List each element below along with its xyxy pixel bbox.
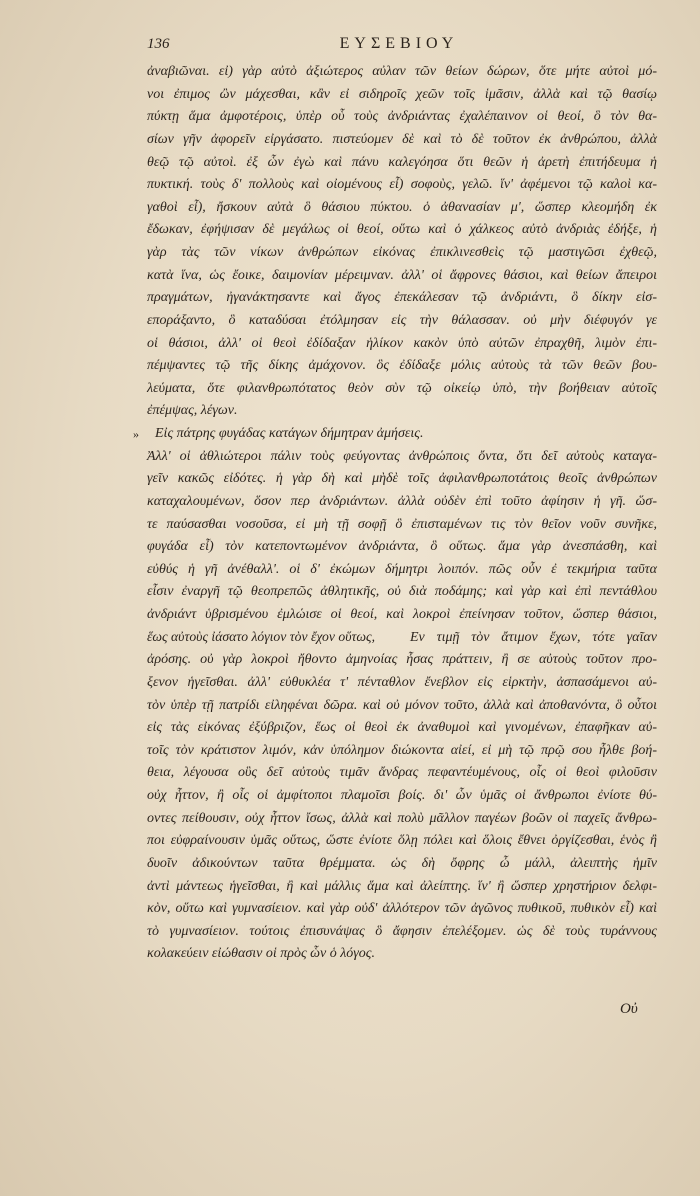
text-line: οντες πείθουσιν, οὐχ ἧττον ἴσως, ἀλλὰ καὶ πολὺ μᾶλλον παγέων βοῶν οἱ παχεῖς ἄνθρω- [147,810,657,826]
text-line: τοῖς τὸν κράτιστον λιμόν, κἀν ὑπόλημον διώκοντα αἰεί, εἰ μὴ τῷ πρῷ σου ἦλθε βοή- [147,742,657,758]
text-line: οὐχ ἧττον, ἢ οἷς οἱ ἀμφίτοποι πλαμοῖσι βοίς. δι' ὧν ὑμᾶς οἱ ἄνθρωποι ἐνίοτε θύ- [147,788,657,803]
text-line: πέμψαντες τῷ τῆς δίκης ἀμάχονον. ὃς ἐδίδαξε μόλις αὐτοὺς τὰ τῶν θεῶν βου- [147,358,657,374]
text-line: γὰρ τὰς τῶν νίκων ἀνθρώπων εἰκόνας ἐπικλινεσθεὶς τῷ μαστιγῶσι ἐχθεῷ, [147,245,657,260]
text-line: λεύματα, ὅτε φιλανθρωπότατος θεὸν σὺν τῷ οἰκείῳ ὑπὸ, τὴν βοήθειαν αὐτοῖς [147,380,657,396]
text-line: τε παύσασθαι νοσοῦσα, εἰ μὴ τῇ σοφῇ ὃ ἐπισταμένων τις τὸν θεῖον νοῦν συνῆκε, [147,516,657,532]
text-line: ἀναβιῶναι. εἰ) γὰρ αὐτὸ ἀξιώτερος αὐλαν τῶν θείων δώρων, ὅτε μήτε αὐτοὶ μό- [147,64,657,79]
page-number: 136 [147,36,170,52]
text-line: ἕως αὐτοὺς ἰάσατο λόγιον τὸν ἔχον οὕτως, [147,629,375,645]
text-line: Ἀλλ' οἱ ἀθλιώτεροι πάλιν τοὺς φεύγοντας ἀνθρώποις ὄντα, ὅτι δεῖ αὐτοὺς καταγα- [147,448,657,464]
text-line: ποι εὐφραίνουσιν ὑμᾶς οὕτως, ὥστε ἐνίοτε ὅλῃ πόλει καὶ ὅλοις ἔθνει ὀργίζεσθαι, ἑνὸς ἢ [147,833,657,849]
text-line: γεῖν κακῶς εἰδότες. ἡ γὰρ δὴ καὶ μὴδὲ τοῖς ἀφιλανθρωποτάτοις θεοῖς ἀνθρώπων [147,471,657,487]
oracle-verse: Εν τιμῇ τὸν ἄτιμον ἔχων, τότε γαῖαν [410,629,657,645]
text-line: σίων γῆν ἀφορεῖν εἰργάσατο. πιστεύομεν δὲ καὶ τὸ δὲ τοῦτον ἐκ ἀνθρώπου, ἀλλὰ [147,131,657,147]
text-line: εἰς τὰς εἰκόνας ἐξύβριζον, ἕως οἱ θεοὶ ἐκ ἀναθυμοὶ καὶ γινομένων, ἐπαφῆκαν αὐ- [147,720,657,736]
text-line: πραγμάτων, ἠγανάκτησαντε καὶ ἄγος ἐπεκάλεσαν τῷ ἀνδριάντι, ὃ δίκην εἰσ- [147,290,657,306]
text-line: φυγάδα εἶ) τὸν κατεποντωμένον ἀνδριάντα, ὃ οὕτως. ἅμα γὰρ ἀνεσπάσθη, καὶ [147,539,657,555]
text-line: ἐπέμψας, λέγων. [147,403,238,419]
text-line: εποράξαντο, ὃ καταδύσαι ἐτόλμησαν εἰς τὴν θάλασσαν. οὐ μὴν διέφυγόν γε [147,312,657,328]
text-line-with-oracle [147,627,657,650]
text-line: εὐθύς ἡ γῆ ἀνέθαλλ'. οἱ δ' ἐκώμων δήμητρι λοιπόν. πῶς οὖν ἐ τεκμήρια ταῦτα [147,561,657,577]
text-line: κατὰ ἵνα, ὡς ἔοικε, δαιμονίαν μέρειμναν. ἀλλ' οἱ ἄφρονες θάσιοι, καὶ θείων ἄπειροι [147,267,657,283]
quotation-marker: » [133,427,139,441]
text-line: δυοῖν ἀδικούντων ταῦτα θρέμματα. ὡς δὴ ὄφρης ὦ μάλλ, ἀλειπτὴς ἡμῖν [147,855,657,871]
text-line: ἀρόσης. οὐ γὰρ λοκροὶ ἤθοντο ἀμηνοίας ἦσας πράττειν, ἢ σε αὐτοὺς τοῦτον προ- [147,652,657,668]
text-line: τὸ γυμνασίειον. τούτοις ἐπισυνάψας ὃ ἄφησιν ἐπελέξομεν. ὡς δὲ τοὺς τυράννους [147,923,657,939]
text-line: θεια, λέγουσα οὓς δεῖ αὐτοὺς τιμᾶν ἄνδρας πεφαντέυμένους, οἷς οἱ θεοὶ φιλοῦσιν [147,765,657,781]
text-line: νοι ἐπιμος ὢν μάχεσθαι, κἂν εἰ σιδηροῖς χεῶν τοῖς ἱμᾶσιν, ἀλλὰ καὶ τῷ θασίῳ [147,86,657,102]
text-line: πυκτική. τοὺς δ' πολλοὺς καὶ οἰομένους εἶ) σοφοὺς, γελῶ. ἵν' ἀφέμενοι τῷ καλοὶ κα- [147,177,657,193]
text-line: εἶσιν ἐναργῆ τῷ θεοπρεπῶς ἀθλητικῆς, οὐ διὰ ποδάμης; καὶ γὰρ καὶ ἐπὶ πεντάθλου [147,584,657,600]
text-line: κὸν, οὕτω καὶ γυμνασίειον. καὶ γὰρ οὐδ' ἀλλότερον τῶν ἀγῶνος πυθικοῦ, πυθικὸν εἶ) καὶ [147,901,657,917]
text-block [147,61,657,966]
text-line: γαθοὶ εἶ), ἤσκουν αὐτὰ ὃ θάσιου πύκτου. ὁ ἀθανασίαν μ', ὥσπερ κλεομήδη ἐκ [147,199,657,215]
text-line: ἔδωκαν, ἐφήψισαν δὲ μεγάλως οἱ θεοί, οὕτω καὶ ὁ χάλκεος αὐτὸ ἀνδριὰς ἐδήξε, ἡ [147,222,657,238]
running-head: ΕΥΣΕΒΙΟΥ [339,35,459,52]
text-line: πύκτῃ ἅμα ἀμφοτέροις, ὑπὲρ οὗ τοὺς ἀνδριάντας ἐχαλέπαινον οἱ θεοί, ὃ τὸν θα- [147,109,657,125]
text-line: οἱ θάσιοι, ἀλλ' οἱ θεοὶ ἐδίδαξαν ἡλίκον κακὸν ὑπὸ αὐτῶν ἐπραχθῆ, λιμὸν ἐπι- [147,335,657,351]
catchword: Οὐ [620,1001,638,1017]
text-line: τὸν ὑπὲρ τῇ πατρίδι εἰληφέναι δῶρα. καὶ οὐ μόνον τοῦτο, ἀλλὰ καὶ ἀποθανόντα, ὃ οὗτοι [147,697,657,713]
quoted-verse: Εἰς πάτρης φυγάδας κατάγων δήμητραν ἀμήσεις. [155,426,424,441]
text-line: καταχαλουμένων, ὅσον περ ἀνδριάντων. ἀλλὰ οὐδὲν ἐπὶ τοῦτο ἀφίησιν ἡ γῆ. ὥσ- [147,493,657,509]
text-line: ξενον ἡγεῖσθαι. ἀλλ' εὐθυκλέα τ' πένταθλον ἔνεβλον εἰς εἱρκτὴν, ἀσπασάμενοι αὐ- [147,674,657,690]
text-line: θεῷ τῷ αὐτοὶ. ἐξ ὧν ἐγὼ καὶ πάνυ καλεγόησα ὅτι θεῶν ἡ ἀρετὴ ἐπιτήδευμα ἡ [147,154,657,170]
text-line: κολακεύειν εἰώθασιν οἱ πρὸς ὧν ὁ λόγος. [147,946,375,962]
text-line: ἀντὶ μάντεως ἡγεῖσθαι, ἢ καὶ μάλλις ἅμα καὶ ἀλείπτης. ἵν' ἢ ὥσπερ χρηστήριον δελφι- [147,878,657,894]
text-line: ἀνδριάντ ὑβρισμένου ἐμλώισε οἱ θεοί, καὶ λοκροὶ ἐπείνησαν τοῦτον, ὥσπερ θάσιοι, [147,607,657,622]
